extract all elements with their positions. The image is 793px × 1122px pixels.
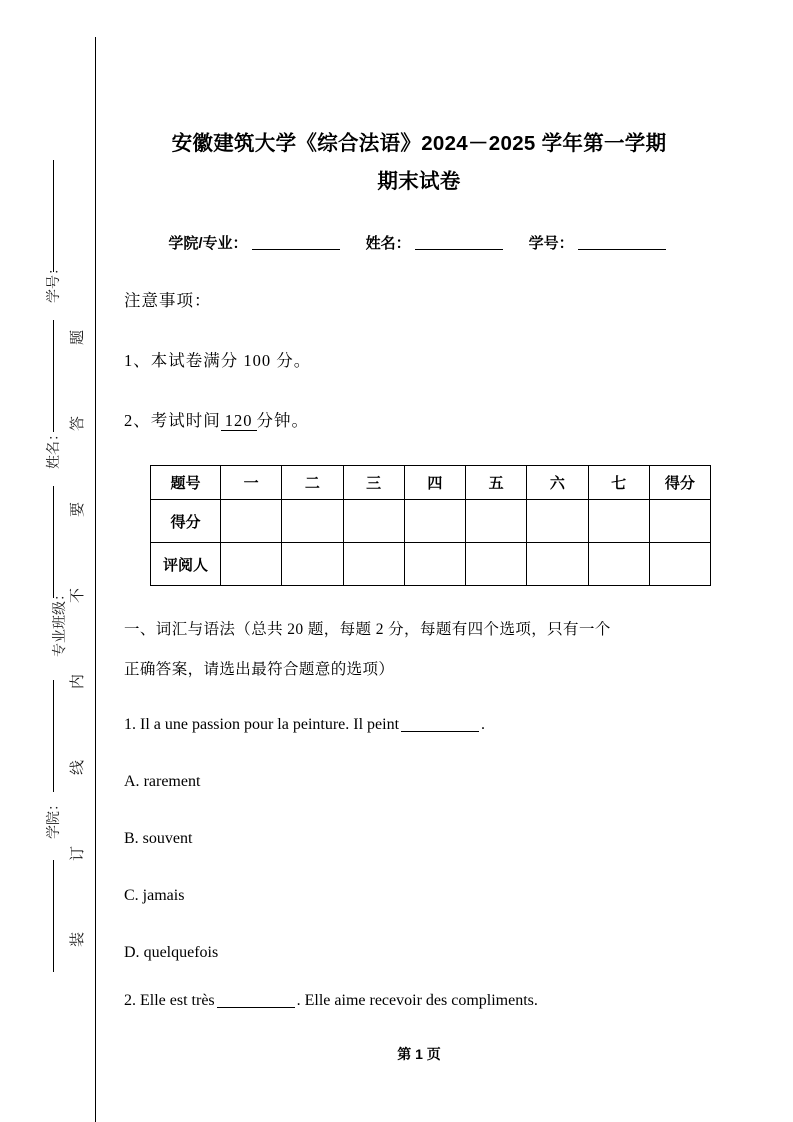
binding-field-college bbox=[24, 797, 82, 839]
question-2-blank[interactable] bbox=[217, 1007, 295, 1008]
binding-inner-char: 内 bbox=[69, 673, 87, 690]
binding-field-class bbox=[24, 587, 82, 657]
score-table-container bbox=[124, 465, 714, 586]
question-1-option-d[interactable] bbox=[124, 940, 714, 966]
score-table-cell: 二 bbox=[282, 466, 343, 500]
question-2 bbox=[124, 988, 714, 1014]
binding-outer-rule bbox=[53, 320, 54, 432]
question-1-option-a[interactable] bbox=[124, 769, 714, 795]
name-label: 姓名： bbox=[365, 235, 411, 252]
page-footer: 第 1 页 bbox=[397, 1046, 441, 1062]
option-text: rarement bbox=[143, 773, 201, 790]
binding-field-name bbox=[24, 427, 82, 469]
binding-field-label: 学院： bbox=[45, 797, 61, 839]
name-field[interactable] bbox=[415, 249, 503, 250]
page-title-line1: 安徽建筑大学《综合法语》2024－2025 学年第一学期 bbox=[171, 132, 667, 155]
score-table-cell: 五 bbox=[466, 466, 527, 500]
question-1-option-b[interactable] bbox=[124, 826, 714, 852]
binding-outer-rule bbox=[53, 860, 54, 972]
binding-field-label: 学号： bbox=[45, 261, 61, 303]
binding-outer-rule bbox=[53, 680, 54, 792]
score-table-cell[interactable] bbox=[404, 543, 465, 586]
option-text: souvent bbox=[142, 830, 193, 847]
binding-outer-rule bbox=[53, 486, 54, 598]
table-row bbox=[151, 500, 711, 543]
notice-item-2 bbox=[124, 407, 714, 431]
score-table-cell[interactable] bbox=[466, 500, 527, 543]
score-table-cell[interactable] bbox=[649, 543, 710, 586]
score-table-cell: 六 bbox=[527, 466, 588, 500]
score-table-cell: 一 bbox=[221, 466, 282, 500]
score-table bbox=[150, 465, 711, 586]
score-table-cell: 四 bbox=[404, 466, 465, 500]
question-1-blank[interactable] bbox=[401, 731, 479, 732]
score-table-cell[interactable] bbox=[221, 500, 282, 543]
binding-inner-char: 答 bbox=[69, 415, 87, 432]
page-title bbox=[124, 0, 714, 201]
score-table-cell[interactable] bbox=[282, 500, 343, 543]
student-id-field[interactable] bbox=[578, 249, 666, 250]
binding-inner-char: 要 bbox=[69, 501, 87, 518]
notice-heading: 注意事项： bbox=[124, 291, 212, 310]
score-table-row-header: 题号 bbox=[151, 466, 221, 500]
question-1 bbox=[124, 712, 714, 738]
score-table-cell[interactable] bbox=[282, 543, 343, 586]
question-2-stem-end: . Elle aime recevoir des compliments. bbox=[296, 992, 538, 1009]
option-label: A. bbox=[124, 773, 140, 790]
score-table-row-header: 得分 bbox=[151, 500, 221, 543]
score-table-row-header: 评阅人 bbox=[151, 543, 221, 586]
score-table-cell[interactable] bbox=[221, 543, 282, 586]
page-title-line2: 期末试卷 bbox=[377, 170, 461, 193]
score-table-cell[interactable] bbox=[404, 500, 465, 543]
section-heading-line1: 一、词汇与语法（总共 20 题，每题 2 分，每题有四个选项，只有一个 bbox=[124, 621, 611, 638]
binding-field-label: 专业班级： bbox=[51, 587, 67, 657]
section-heading bbox=[124, 610, 714, 690]
binding-inner-char: 装 bbox=[69, 931, 87, 948]
table-row bbox=[151, 466, 711, 500]
student-info-line bbox=[124, 232, 714, 253]
table-row bbox=[151, 543, 711, 586]
exam-duration-value[interactable]: 120 bbox=[221, 411, 257, 431]
score-table-cell[interactable] bbox=[527, 500, 588, 543]
binding-inner-char: 订 bbox=[69, 845, 87, 862]
binding-inner-char: 不 bbox=[69, 587, 87, 604]
binding-outer-column bbox=[24, 160, 82, 1040]
score-table-cell[interactable] bbox=[588, 500, 649, 543]
score-table-cell[interactable] bbox=[527, 543, 588, 586]
score-table-cell[interactable] bbox=[588, 543, 649, 586]
college-major-label: 学院/专业： bbox=[168, 235, 248, 252]
score-table-cell: 三 bbox=[343, 466, 404, 500]
score-table-cell: 得分 bbox=[649, 466, 710, 500]
score-table-cell[interactable] bbox=[343, 500, 404, 543]
binding-field-student-id bbox=[24, 261, 82, 303]
score-table-cell[interactable] bbox=[649, 500, 710, 543]
notice-item-1-text: 1、本试卷满分 100 分。 bbox=[124, 351, 312, 370]
question-1-stem-end: . bbox=[481, 716, 486, 733]
question-1-option-c[interactable] bbox=[124, 883, 714, 909]
option-text: jamais bbox=[142, 887, 185, 904]
score-table-cell: 七 bbox=[588, 466, 649, 500]
student-id-label: 学号： bbox=[528, 235, 574, 252]
notice-item-2-text: 2、考试时间 bbox=[124, 411, 221, 430]
question-2-number: 2. bbox=[124, 992, 136, 1009]
option-label: D. bbox=[124, 944, 140, 961]
college-major-field[interactable] bbox=[252, 249, 340, 250]
exam-content bbox=[124, 0, 714, 1014]
notice-item-2-suffix: 分钟。 bbox=[256, 411, 309, 430]
question-1-number: 1. bbox=[124, 716, 136, 733]
section-heading-line2: 正确答案，请选出最符合题意的选项） bbox=[124, 661, 395, 678]
score-table-cell[interactable] bbox=[466, 543, 527, 586]
option-label: B. bbox=[124, 830, 139, 847]
binding-field-label: 姓名： bbox=[45, 427, 61, 469]
question-2-stem: Elle est très bbox=[140, 992, 215, 1009]
binding-inner-char: 线 bbox=[69, 759, 87, 776]
option-text: quelquefois bbox=[143, 944, 219, 961]
question-1-stem: Il a une passion pour la peinture. Il peint bbox=[140, 716, 400, 733]
notice-item-1 bbox=[124, 347, 714, 371]
option-label: C. bbox=[124, 887, 139, 904]
binding-inner-char: 题 bbox=[69, 329, 87, 346]
binding-outer-rule bbox=[53, 160, 54, 272]
score-table-cell[interactable] bbox=[343, 543, 404, 586]
